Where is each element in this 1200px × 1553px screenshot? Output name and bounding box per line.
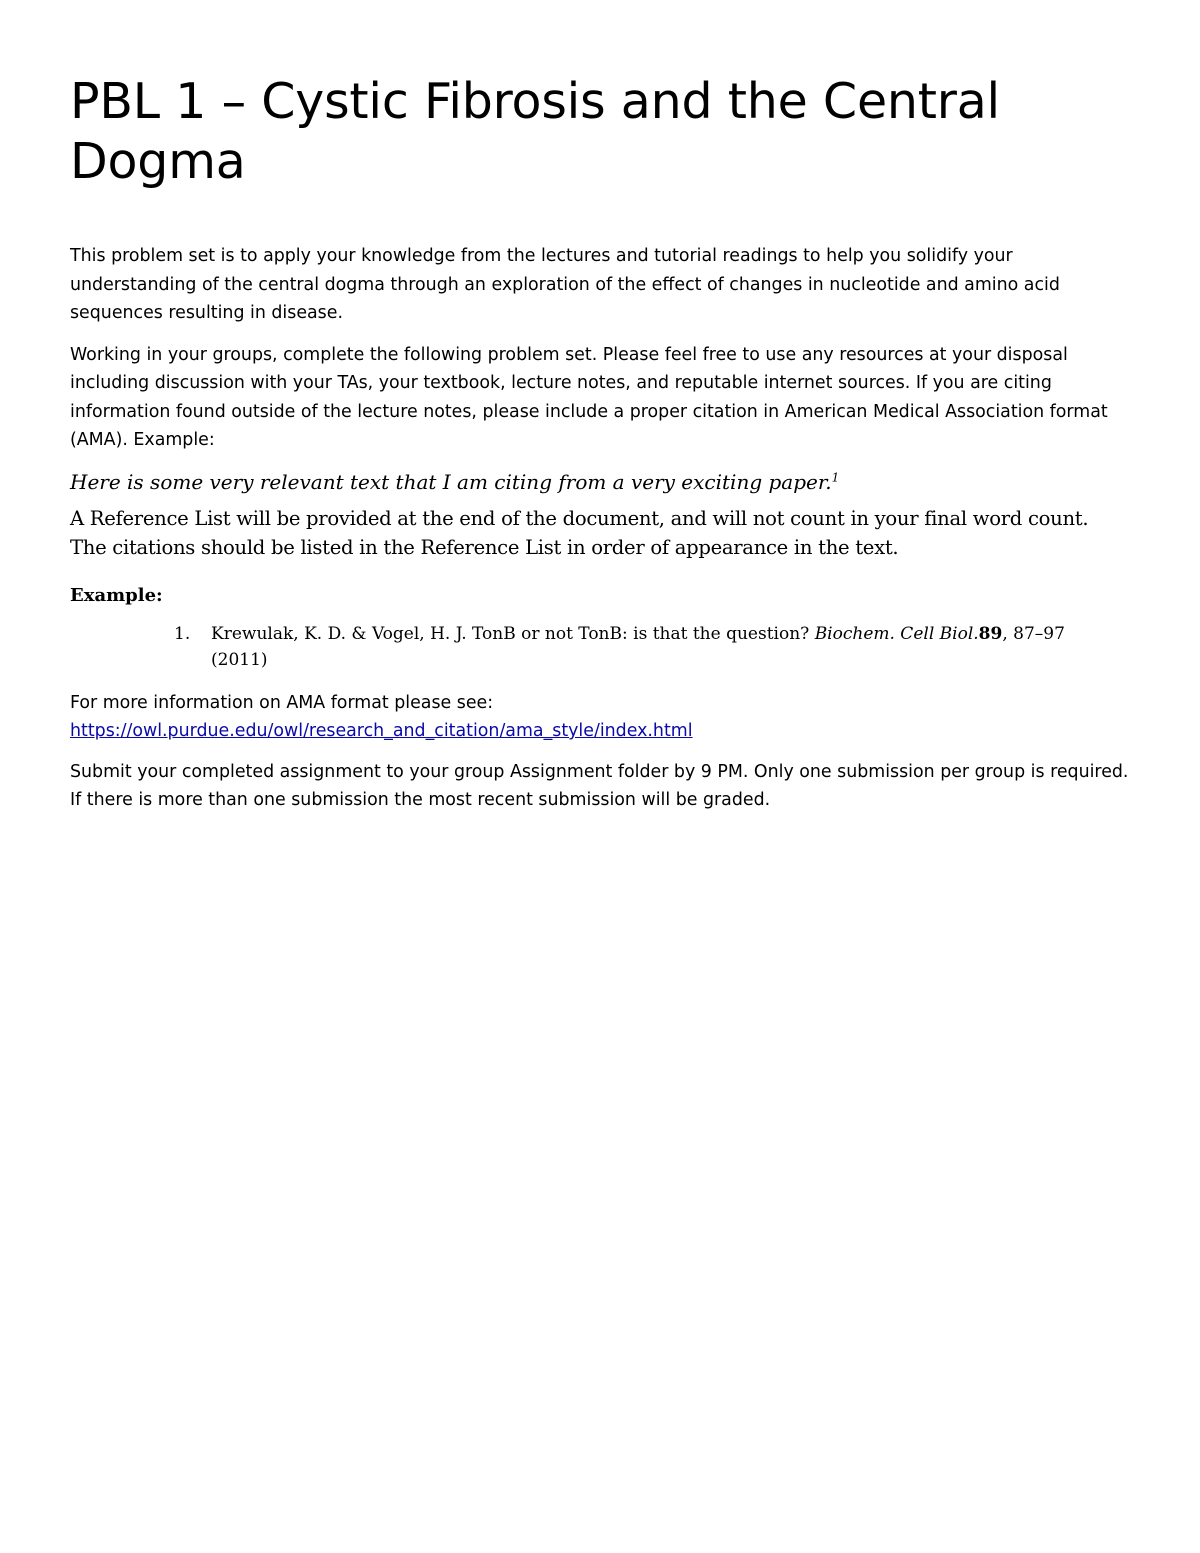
reference-note-paragraph: A Reference List will be provided at the end of the document, and will not count in your final word count. The citations should be listed in the Reference List in order of appearance in the text.	[70, 506, 1089, 559]
citation-example-text: Here is some very relevant text that I am citing from a very exciting paper.	[70, 469, 832, 494]
ama-format-link[interactable]: https://owl.purdue.edu/owl/research_and_citation/ama_style/index.html	[70, 721, 693, 741]
page-title: PBL 1 – Cystic Fibrosis and the Central Dogma	[70, 73, 1000, 190]
document-page	[70, 72, 1130, 828]
reference-pages-year: , 87–97 (2011)	[211, 623, 1065, 670]
example-heading: Example:	[70, 584, 163, 606]
more-info-label: For more information on AMA format please see:	[70, 692, 494, 713]
reference-journal: Biochem. Cell Biol.	[814, 623, 979, 644]
reference-volume: 89	[978, 623, 1003, 644]
reference-text	[211, 621, 1091, 673]
reference-authors-title: Krewulak, K. D. & Vogel, H. J. TonB or not TonB: is that the question?	[211, 623, 815, 644]
citation-example	[70, 468, 1130, 496]
reference-number: 1.	[174, 623, 191, 644]
submission-paragraph: Submit your completed assignment to your group Assignment folder by 9 PM. Only one submission per group is required. If there is more than one submission the most recent submission will be graded.	[70, 761, 1129, 810]
instructions-paragraph: Working in your groups, complete the following problem set. Please feel free to use any resources at your disposal including discussion with your TAs, your textbook, lecture notes, and reputable internet sources. If you are citing information found outside of the lecture notes, please include a proper citation in American Medical Association format (AMA). Example:	[70, 344, 1108, 450]
reference-item	[70, 621, 1130, 673]
more-info-block	[70, 689, 1130, 746]
reference-list	[70, 621, 1130, 673]
intro-paragraph: This problem set is to apply your knowledge from the lectures and tutorial readings to help you solidify your understanding of the central dogma through an exploration of the effect of changes in nucleotide and amino acid sequences resulting in disease.	[70, 246, 1060, 323]
citation-superscript: 1	[831, 469, 840, 484]
